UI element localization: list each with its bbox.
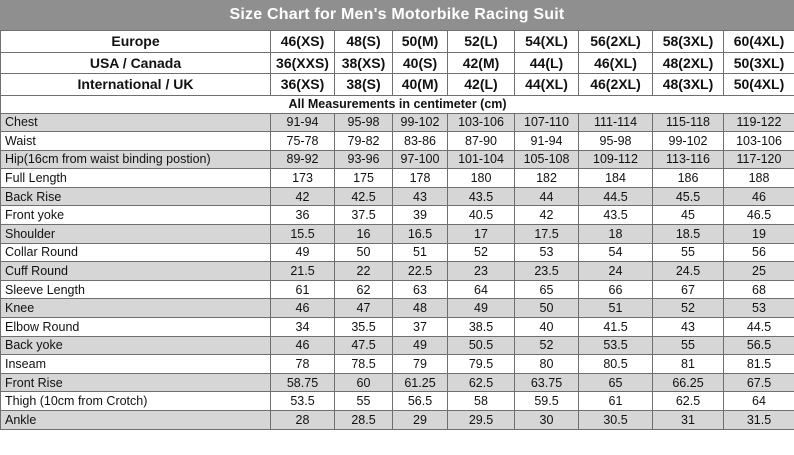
- measurement-cell: 49: [393, 336, 448, 355]
- measurement-cell: 66.25: [653, 373, 724, 392]
- measurement-cell: 103-106: [448, 113, 515, 132]
- size-cell: 40(M): [393, 74, 448, 96]
- measurement-cell: 78: [271, 355, 335, 374]
- size-cell: 54(XL): [515, 31, 579, 53]
- measurement-cell: 35.5: [335, 318, 393, 337]
- measurement-cell: 29.5: [448, 411, 515, 430]
- size-cell: 36(XS): [271, 74, 335, 96]
- measurement-cell: 39: [393, 206, 448, 225]
- measurement-cell: 45.5: [653, 187, 724, 206]
- measurement-cell: 54: [579, 243, 653, 262]
- measurement-cell: 101-104: [448, 150, 515, 169]
- measurement-cell: 29: [393, 411, 448, 430]
- measurement-label: Thigh (10cm from Crotch): [1, 392, 271, 411]
- size-row-usa-canada: [1, 52, 794, 74]
- measurement-cell: 184: [579, 169, 653, 188]
- measurement-cell: 46: [271, 336, 335, 355]
- size-cell: 50(M): [393, 31, 448, 53]
- measurement-cell: 65: [579, 373, 653, 392]
- measurement-cell: 28: [271, 411, 335, 430]
- measurement-row-full-length: [1, 169, 794, 188]
- size-conversion-rows: [1, 31, 794, 96]
- size-cell: 56(2XL): [579, 31, 653, 53]
- measurement-row-thigh-10cm-from-crotch: [1, 392, 794, 411]
- measurement-cell: 62: [335, 280, 393, 299]
- measurement-cell: 111-114: [579, 113, 653, 132]
- measurement-label: Knee: [1, 299, 271, 318]
- measurement-cell: 63.75: [515, 373, 579, 392]
- measurement-cell: 115-118: [653, 113, 724, 132]
- measurement-cell: 58: [448, 392, 515, 411]
- measurement-cell: 44.5: [579, 187, 653, 206]
- measurement-cell: 61: [579, 392, 653, 411]
- size-row-europe: [1, 31, 794, 53]
- measurement-cell: 175: [335, 169, 393, 188]
- measurement-label: Back Rise: [1, 187, 271, 206]
- measurement-row-waist: [1, 132, 794, 151]
- measurement-cell: 52: [448, 243, 515, 262]
- measurement-cell: 64: [724, 392, 794, 411]
- measurement-cell: 50.5: [448, 336, 515, 355]
- measurement-cell: 91-94: [515, 132, 579, 151]
- measurement-cell: 50: [515, 299, 579, 318]
- measurement-cell: 117-120: [724, 150, 794, 169]
- measurement-cell: 24.5: [653, 262, 724, 281]
- size-cell: 46(XL): [579, 52, 653, 74]
- measurement-cell: 55: [653, 243, 724, 262]
- measurement-cell: 80: [515, 355, 579, 374]
- measurement-cell: 47.5: [335, 336, 393, 355]
- size-cell: 50(3XL): [724, 52, 794, 74]
- measurement-row-knee: [1, 299, 794, 318]
- measurement-label: Ankle: [1, 411, 271, 430]
- measurement-cell: 23: [448, 262, 515, 281]
- measurement-cell: 52: [515, 336, 579, 355]
- measurement-cell: 46: [724, 187, 794, 206]
- measurement-cell: 17.5: [515, 225, 579, 244]
- measurement-cell: 68: [724, 280, 794, 299]
- measurement-cell: 40.5: [448, 206, 515, 225]
- size-cell: 38(S): [335, 74, 393, 96]
- measurement-row-collar-round: [1, 243, 794, 262]
- measurement-cell: 56.5: [724, 336, 794, 355]
- measurement-cell: 16.5: [393, 225, 448, 244]
- measurement-cell: 48: [393, 299, 448, 318]
- measurement-cell: 188: [724, 169, 794, 188]
- size-row-international-uk: [1, 74, 794, 96]
- measurement-label: Collar Round: [1, 243, 271, 262]
- measurement-cell: 41.5: [579, 318, 653, 337]
- measurement-cell: 65: [515, 280, 579, 299]
- measurement-cell: 81.5: [724, 355, 794, 374]
- measurement-cell: 43.5: [579, 206, 653, 225]
- measurement-cell: 180: [448, 169, 515, 188]
- measurement-cell: 31.5: [724, 411, 794, 430]
- units-note-row: [1, 95, 794, 113]
- size-cell: 48(2XL): [653, 52, 724, 74]
- measurement-cell: 173: [271, 169, 335, 188]
- measurement-cell: 46.5: [724, 206, 794, 225]
- units-note: All Measurements in centimeter (cm): [1, 95, 794, 113]
- measurement-cell: 45: [653, 206, 724, 225]
- size-cell: 46(2XL): [579, 74, 653, 96]
- measurement-cell: 18.5: [653, 225, 724, 244]
- size-label: Europe: [1, 31, 271, 53]
- size-cell: 46(XS): [271, 31, 335, 53]
- measurement-label: Full Length: [1, 169, 271, 188]
- measurement-cell: 83-86: [393, 132, 448, 151]
- measurement-cell: 43: [653, 318, 724, 337]
- size-cell: 50(4XL): [724, 74, 794, 96]
- measurement-row-elbow-round: [1, 318, 794, 337]
- measurement-cell: 103-106: [724, 132, 794, 151]
- measurement-cell: 79.5: [448, 355, 515, 374]
- measurement-cell: 99-102: [653, 132, 724, 151]
- measurement-cell: 93-96: [335, 150, 393, 169]
- measurement-cell: 42: [271, 187, 335, 206]
- measurement-cell: 53: [515, 243, 579, 262]
- measurement-cell: 75-78: [271, 132, 335, 151]
- measurement-cell: 63: [393, 280, 448, 299]
- measurement-cell: 42: [515, 206, 579, 225]
- measurement-cell: 66: [579, 280, 653, 299]
- measurement-row-chest: [1, 113, 794, 132]
- measurement-cell: 182: [515, 169, 579, 188]
- measurement-label: Back yoke: [1, 336, 271, 355]
- measurement-row-sleeve-length: [1, 280, 794, 299]
- size-cell: 48(S): [335, 31, 393, 53]
- measurement-cell: 36: [271, 206, 335, 225]
- measurement-label: Sleeve Length: [1, 280, 271, 299]
- measurement-cell: 58.75: [271, 373, 335, 392]
- measurement-cell: 186: [653, 169, 724, 188]
- size-cell: 36(XXS): [271, 52, 335, 74]
- measurement-cell: 49: [448, 299, 515, 318]
- measurement-cell: 30.5: [579, 411, 653, 430]
- measurement-cell: 119-122: [724, 113, 794, 132]
- measurement-label: Front Rise: [1, 373, 271, 392]
- measurement-cell: 97-100: [393, 150, 448, 169]
- measurement-cell: 37.5: [335, 206, 393, 225]
- measurement-cell: 17: [448, 225, 515, 244]
- measurement-cell: 99-102: [393, 113, 448, 132]
- measurement-label: Elbow Round: [1, 318, 271, 337]
- measurement-cell: 28.5: [335, 411, 393, 430]
- units-note-section: [1, 95, 794, 113]
- measurement-cell: 49: [271, 243, 335, 262]
- measurement-row-front-rise: [1, 373, 794, 392]
- measurement-cell: 79-82: [335, 132, 393, 151]
- measurement-cell: 19: [724, 225, 794, 244]
- size-cell: 42(L): [448, 74, 515, 96]
- measurement-cell: 109-112: [579, 150, 653, 169]
- measurement-cell: 15.5: [271, 225, 335, 244]
- measurement-cell: 16: [335, 225, 393, 244]
- measurement-cell: 21.5: [271, 262, 335, 281]
- measurement-cell: 53.5: [579, 336, 653, 355]
- measurement-cell: 44.5: [724, 318, 794, 337]
- size-cell: 60(4XL): [724, 31, 794, 53]
- measurement-cell: 95-98: [579, 132, 653, 151]
- measurement-cell: 51: [579, 299, 653, 318]
- measurement-cell: 53: [724, 299, 794, 318]
- measurement-cell: 60: [335, 373, 393, 392]
- measurement-cell: 95-98: [335, 113, 393, 132]
- measurement-cell: 87-90: [448, 132, 515, 151]
- measurement-cell: 23.5: [515, 262, 579, 281]
- measurement-label: Waist: [1, 132, 271, 151]
- measurement-cell: 42.5: [335, 187, 393, 206]
- measurement-cell: 80.5: [579, 355, 653, 374]
- measurement-cell: 105-108: [515, 150, 579, 169]
- size-cell: 40(S): [393, 52, 448, 74]
- size-label: USA / Canada: [1, 52, 271, 74]
- measurement-label: Chest: [1, 113, 271, 132]
- size-cell: 52(L): [448, 31, 515, 53]
- measurement-cell: 43: [393, 187, 448, 206]
- size-cell: 38(XS): [335, 52, 393, 74]
- measurement-cell: 107-110: [515, 113, 579, 132]
- measurement-cell: 34: [271, 318, 335, 337]
- measurement-label: Cuff Round: [1, 262, 271, 281]
- measurement-cell: 52: [653, 299, 724, 318]
- measurement-cell: 62.5: [653, 392, 724, 411]
- measurement-cell: 178: [393, 169, 448, 188]
- measurement-row-shoulder: [1, 225, 794, 244]
- measurement-cell: 79: [393, 355, 448, 374]
- size-cell: 42(M): [448, 52, 515, 74]
- measurement-cell: 40: [515, 318, 579, 337]
- measurement-row-front-yoke: [1, 206, 794, 225]
- measurement-cell: 51: [393, 243, 448, 262]
- measurement-cell: 30: [515, 411, 579, 430]
- measurement-cell: 62.5: [448, 373, 515, 392]
- measurement-cell: 44: [515, 187, 579, 206]
- measurement-cell: 56: [724, 243, 794, 262]
- measurement-cell: 78.5: [335, 355, 393, 374]
- measurement-cell: 18: [579, 225, 653, 244]
- measurement-cell: 67: [653, 280, 724, 299]
- measurement-label: Hip(16cm from waist binding postion): [1, 150, 271, 169]
- measurement-row-hip-16cm-from-waist-binding-postion: [1, 150, 794, 169]
- size-label: International / UK: [1, 74, 271, 96]
- measurement-cell: 47: [335, 299, 393, 318]
- measurement-row-ankle: [1, 411, 794, 430]
- chart-title: Size Chart for Men's Motorbike Racing Suit: [0, 0, 794, 30]
- measurement-cell: 91-94: [271, 113, 335, 132]
- measurement-cell: 38.5: [448, 318, 515, 337]
- measurement-cell: 81: [653, 355, 724, 374]
- measurement-cell: 64: [448, 280, 515, 299]
- measurement-cell: 46: [271, 299, 335, 318]
- measurement-cell: 61: [271, 280, 335, 299]
- measurement-cell: 59.5: [515, 392, 579, 411]
- measurement-cell: 31: [653, 411, 724, 430]
- measurement-cell: 89-92: [271, 150, 335, 169]
- measurement-label: Inseam: [1, 355, 271, 374]
- measurement-cell: 53.5: [271, 392, 335, 411]
- measurement-row-inseam: [1, 355, 794, 374]
- measurement-rows: [1, 113, 794, 429]
- measurement-cell: 67.5: [724, 373, 794, 392]
- size-cell: 44(XL): [515, 74, 579, 96]
- measurement-cell: 22.5: [393, 262, 448, 281]
- measurement-row-cuff-round: [1, 262, 794, 281]
- size-cell: 58(3XL): [653, 31, 724, 53]
- measurement-label: Shoulder: [1, 225, 271, 244]
- size-cell: 48(3XL): [653, 74, 724, 96]
- measurement-cell: 43.5: [448, 187, 515, 206]
- measurement-cell: 24: [579, 262, 653, 281]
- size-cell: 44(L): [515, 52, 579, 74]
- measurement-cell: 22: [335, 262, 393, 281]
- size-table: [0, 30, 794, 430]
- measurement-cell: 25: [724, 262, 794, 281]
- measurement-cell: 50: [335, 243, 393, 262]
- measurement-cell: 113-116: [653, 150, 724, 169]
- measurement-row-back-rise: [1, 187, 794, 206]
- measurement-row-back-yoke: [1, 336, 794, 355]
- measurement-cell: 55: [335, 392, 393, 411]
- measurement-cell: 55: [653, 336, 724, 355]
- measurement-cell: 37: [393, 318, 448, 337]
- measurement-label: Front yoke: [1, 206, 271, 225]
- measurement-cell: 56.5: [393, 392, 448, 411]
- measurement-cell: 61.25: [393, 373, 448, 392]
